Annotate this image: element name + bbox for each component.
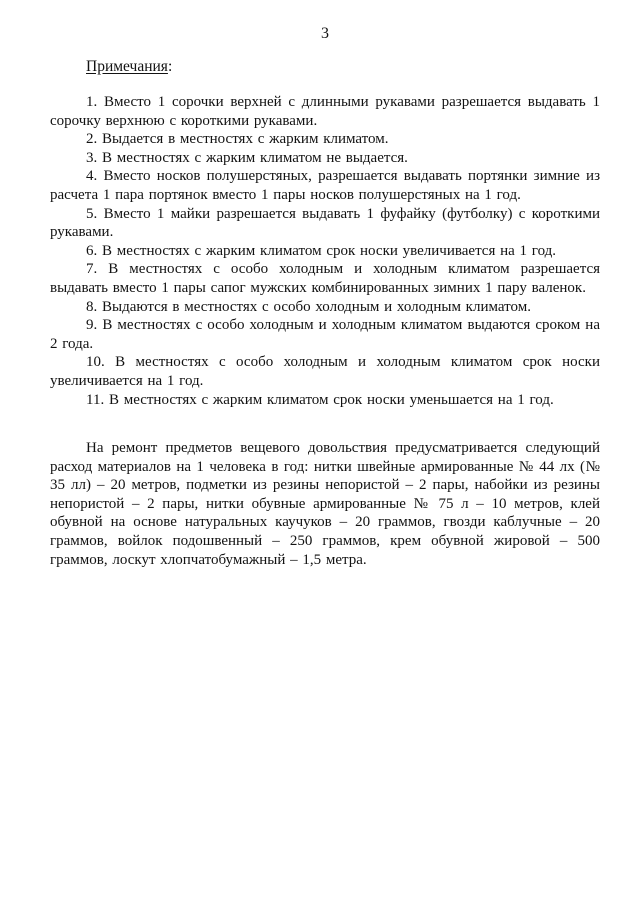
notes-heading xyxy=(86,57,600,76)
note-item: 1. Вместо 1 сорочки верхней с длинными рукавами разрешается выдавать 1 сорочку верхнюю с короткими рукавами. xyxy=(50,94,600,129)
note-item: 3. В местностях с жарким климатом не выдается. xyxy=(86,149,408,166)
note-item: 10. В местностях с особо холодным и холодным климатом срок носки увеличивается на 1 год. xyxy=(50,354,600,389)
note-item: 5. Вместо 1 майки разрешается выдавать 1 фуфайку (футболку) с короткими рукавами. xyxy=(50,205,600,241)
note-item: 8. Выдаются в местностях с особо холодным и холодным климатом. xyxy=(86,298,531,315)
note-item: 4. Вместо носков полушерстяных, разрешается выдавать портянки зимние из расчета 1 пара портянок вместо 1 пары носков полушерстяных на 1 год. xyxy=(50,168,600,203)
note-item: 2. Выдается в местностях с жарким климатом. xyxy=(86,131,389,148)
notes-heading-text: Примечания xyxy=(86,58,168,75)
note-item: 9. В местностях с особо холодным и холодным климатом выдаются сроком на 2 года. xyxy=(50,317,600,352)
page-number: 3 xyxy=(321,25,329,42)
notes-list xyxy=(50,93,600,409)
note-item: 11. В местностях с жарким климатом срок носки уменьшается на 1 год. xyxy=(86,391,554,408)
notes-heading-colon: : xyxy=(167,58,173,75)
note-item: 6. В местностях с жарким климатом срок носки увеличивается на 1 год. xyxy=(86,242,557,259)
note-item: 7. В местностях с особо холодным и холодным климатом разрешается выдавать вместо 1 пары сапог мужских комбинированных зимних 1 пару валенок. xyxy=(50,261,600,296)
repair-materials-paragraph: На ремонт предметов вещевого довольствия предусматривается следующий расход материалов на 1 человека в год: нитки швейные армированные № 44 лх (№ 35 лл) – 20 метров, подметки из резины непористой – 2 пары, набойки из резины непористой – 2 пары, нитки обувные армированные № 75 л – 10 метров, клей обувной на основе натуральных каучуков – 20 граммов, гвозди каблучные – 20 граммов, войлок подошвенный – 250 граммов, крем обувной жировой – 500 граммов, лоскут хлопчатобумажный – 1,5 метра. xyxy=(50,440,600,568)
